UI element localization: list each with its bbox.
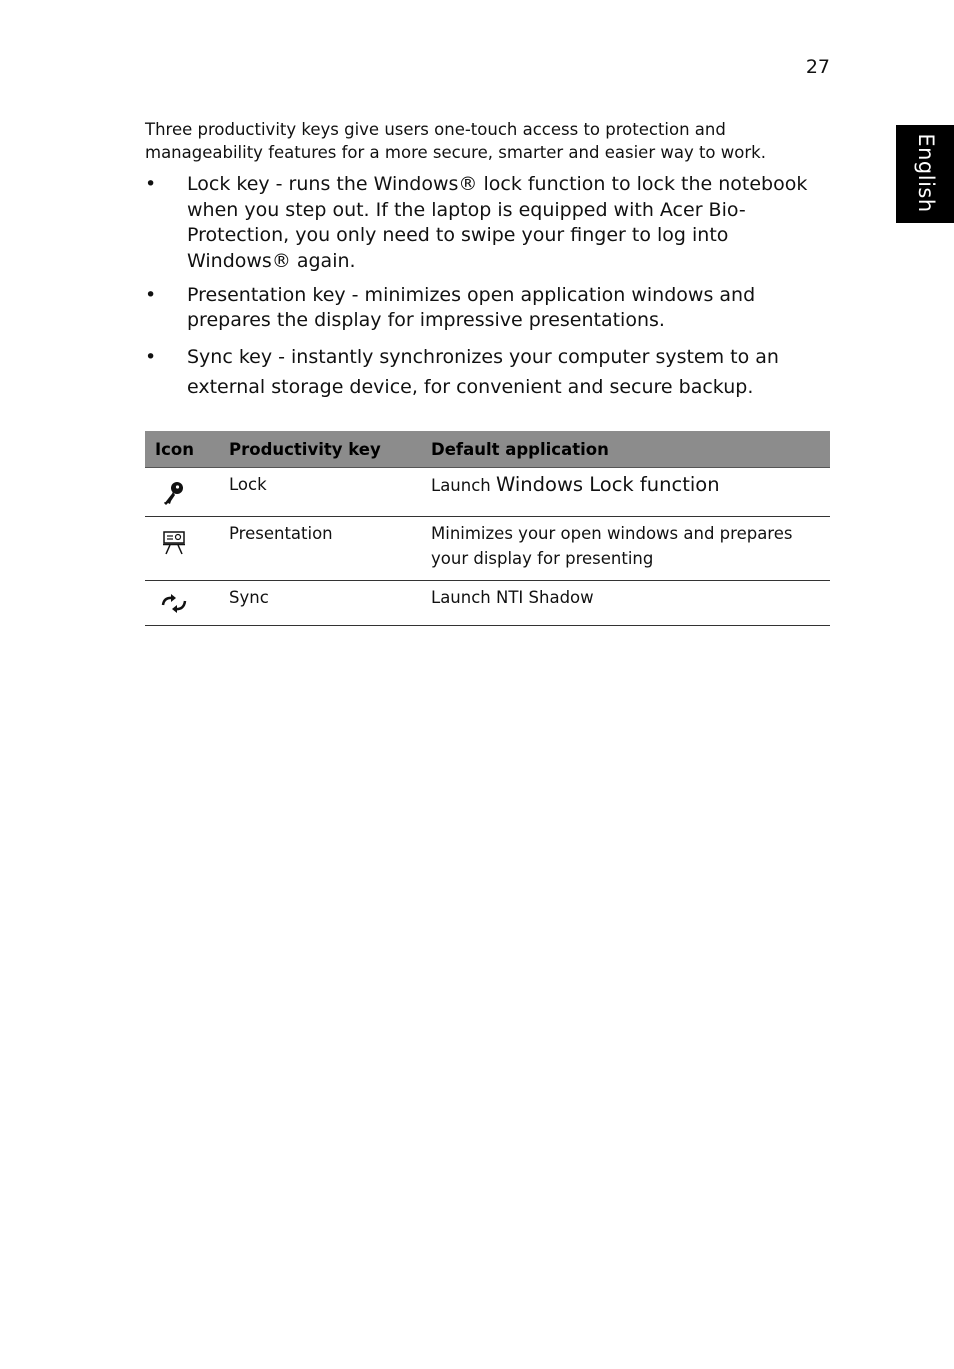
feature-list <box>145 172 835 411</box>
table-row <box>145 468 830 517</box>
list-item <box>145 172 835 274</box>
list-item-text: Lock key - runs the Windows® lock function to lock the notebook when you step out. If the laptop is equipped with Acer Bio-Protection, you only need to swipe your finger to log into Windows® again. <box>187 173 808 272</box>
list-item <box>145 342 835 402</box>
language-tab-label: English <box>914 133 938 213</box>
list-item <box>145 283 835 334</box>
presentation-icon <box>159 527 189 557</box>
bullet-icon: • <box>145 346 157 368</box>
list-item-text: Sync key - instantly synchronizes your computer system to an external storage device, for convenient and secure backup. <box>187 346 779 398</box>
table-header-row <box>145 431 830 468</box>
header-icon: Icon <box>145 431 219 468</box>
key-icon <box>159 478 189 508</box>
page-number: 27 <box>805 56 830 78</box>
intro-paragraph: Three productivity keys give users one-touch access to protection and manageability features for a more secure, smarter and easier way to work. <box>145 120 766 162</box>
default-application <box>421 468 830 517</box>
header-default-application: Default application <box>421 431 830 468</box>
productivity-keys-table <box>145 431 830 626</box>
key-name: Sync <box>219 581 421 626</box>
application-name: Windows Lock function <box>496 473 720 496</box>
key-name: Presentation <box>219 517 421 581</box>
language-tab <box>896 125 954 223</box>
default-application: Minimizes your open windows and prepares your display for presenting <box>421 517 830 581</box>
default-application: Launch NTI Shadow <box>421 581 830 626</box>
header-productivity-key: Productivity key <box>219 431 421 468</box>
bullet-icon: • <box>145 283 157 306</box>
table-row <box>145 517 830 581</box>
list-item-text: Presentation key - minimizes open application windows and prepares the display for impressive presentations. <box>187 283 756 331</box>
table-row <box>145 581 830 626</box>
key-name: Lock <box>219 468 421 517</box>
bullet-icon: • <box>145 173 157 195</box>
application-prefix: Launch <box>431 476 491 495</box>
sync-arrows-icon <box>159 591 189 617</box>
